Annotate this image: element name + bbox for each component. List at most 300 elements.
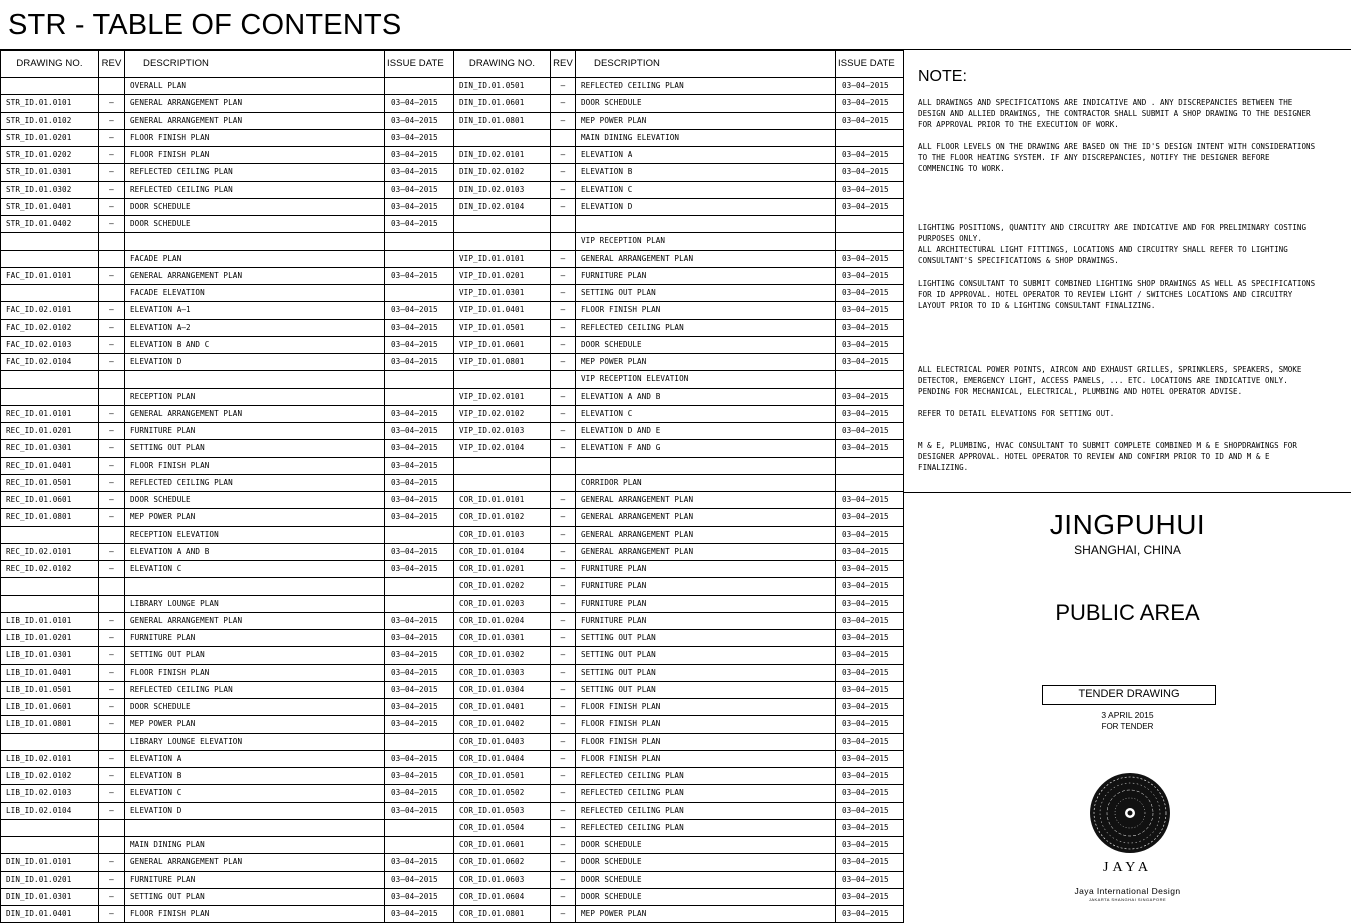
area-title: PUBLIC AREA [1055, 600, 1200, 625]
table-row [1, 750, 454, 767]
revision-cell [551, 371, 576, 388]
drawing-number-cell: REC_ID.01.0401 [1, 457, 99, 474]
description-cell: ELEVATION D [576, 198, 836, 215]
revision-cell: – [99, 457, 125, 474]
drawing-number-cell [1, 388, 99, 405]
drawing-number-cell: REC_ID.01.0101 [1, 405, 99, 422]
drawing-number-cell: DIN_ID.01.0601 [454, 95, 551, 112]
revision-cell: – [551, 440, 576, 457]
revision-cell: – [99, 129, 125, 146]
issue-date-cell: 03–04–2015 [385, 457, 454, 474]
revision-cell [99, 78, 125, 95]
description-cell: DOOR SCHEDULE [576, 336, 836, 353]
description-cell: ELEVATION C [125, 785, 385, 802]
description-cell: REFLECTED CEILING PLAN [125, 181, 385, 198]
drawing-number-cell: COR_ID.01.0503 [454, 802, 551, 819]
drawing-number-cell [1, 371, 99, 388]
issue-date-cell [385, 78, 454, 95]
issue-date-cell: 03–04–2015 [385, 561, 454, 578]
drawing-number-cell: COR_ID.01.0203 [454, 595, 551, 612]
drawing-number-cell: VIP_ID.01.0101 [454, 250, 551, 267]
issue-date-cell: 03–04–2015 [385, 543, 454, 560]
revision-cell: – [99, 716, 125, 733]
table-row [1, 440, 454, 457]
header-description: DESCRIPTION [576, 51, 836, 78]
drawing-number-cell: STR_ID.01.0402 [1, 216, 99, 233]
description-cell: REFLECTED CEILING PLAN [125, 164, 385, 181]
revision-cell: – [99, 785, 125, 802]
drawing-number-cell: DIN_ID.01.0501 [454, 78, 551, 95]
table-row [1, 733, 454, 750]
drawing-number-cell: STR_ID.01.0302 [1, 181, 99, 198]
description-cell: RECEPTION ELEVATION [125, 526, 385, 543]
drawing-number-cell [1, 285, 99, 302]
description-cell: MEP POWER PLAN [125, 509, 385, 526]
header-issue-date: ISSUE DATE [385, 51, 454, 78]
issue-date-cell: 03–04–2015 [836, 354, 904, 371]
table-row [1, 664, 454, 681]
drawing-number-cell: LIB_ID.01.0601 [1, 699, 99, 716]
table-row [454, 699, 904, 716]
description-cell: GENERAL ARRANGEMENT PLAN [576, 250, 836, 267]
drawing-number-cell: DIN_ID.02.0101 [454, 147, 551, 164]
revision-cell: – [551, 492, 576, 509]
note-item: LIGHTING CONSULTANT TO SUBMIT COMBINED LIGHTING SHOP DRAWINGS AS WELL AS SPECIFICATIONS FOR ID APPROVAL. HOTEL OPERATOR TO REVIEW LIGHT / SWITCHES LOCATIONS AND CIRCUITRY LAYOUT PRIOR TO ID & LIGHTING CONSULTANT FINALIZING. [918, 279, 1316, 310]
table-row [454, 492, 904, 509]
title-block-panel [903, 50, 1351, 923]
table-row [1, 371, 454, 388]
header-description: DESCRIPTION [125, 51, 385, 78]
drawing-number-cell: LIB_ID.01.0401 [1, 664, 99, 681]
issue-date-cell: 03–04–2015 [385, 888, 454, 905]
description-cell: ELEVATION D [125, 354, 385, 371]
revision-cell: – [551, 405, 576, 422]
table-row [454, 423, 904, 440]
table-row [454, 906, 904, 923]
issue-date-cell: 03–04–2015 [385, 95, 454, 112]
drawing-number-cell: FAC_ID.02.0104 [1, 354, 99, 371]
description-cell: MAIN DINING ELEVATION [576, 129, 836, 146]
revision-cell: – [551, 250, 576, 267]
drawing-number-cell: COR_ID.01.0801 [454, 906, 551, 923]
description-cell: FURNITURE PLAN [125, 423, 385, 440]
table-row [454, 578, 904, 595]
drawing-number-cell [454, 474, 551, 491]
issue-date-cell: 03–04–2015 [385, 474, 454, 491]
revision-cell: – [99, 474, 125, 491]
drawing-number-cell [454, 129, 551, 146]
drawing-number-cell: VIP_ID.01.0201 [454, 267, 551, 284]
drawing-number-cell: FAC_ID.02.0101 [1, 302, 99, 319]
description-cell: FLOOR FINISH PLAN [576, 750, 836, 767]
table-row [454, 233, 904, 250]
revision-cell [99, 285, 125, 302]
note-item: LIGHTING POSITIONS, QUANTITY AND CIRCUITRY ARE INDICATIVE AND FOR PRELIMINARY COSTING PURPOSES ONLY. [918, 223, 1307, 243]
description-cell [576, 216, 836, 233]
description-cell: ELEVATION C [125, 561, 385, 578]
issue-date-cell [836, 371, 904, 388]
table-row [1, 423, 454, 440]
description-cell: FLOOR FINISH PLAN [576, 699, 836, 716]
table-row [454, 112, 904, 129]
description-cell: FACADE ELEVATION [125, 285, 385, 302]
issue-date-cell: 03–04–2015 [385, 164, 454, 181]
issue-date-cell [836, 233, 904, 250]
table-row [1, 354, 454, 371]
issue-date-cell [836, 474, 904, 491]
description-cell: DOOR SCHEDULE [576, 854, 836, 871]
revision-cell: – [551, 595, 576, 612]
drawing-number-cell: VIP_ID.02.0102 [454, 405, 551, 422]
issue-date-cell [385, 819, 454, 836]
drawing-number-cell: DIN_ID.01.0101 [1, 854, 99, 871]
table-row [454, 198, 904, 215]
drawing-number-cell: STR_ID.01.0201 [1, 129, 99, 146]
description-cell: MEP POWER PLAN [576, 354, 836, 371]
revision-cell: – [551, 388, 576, 405]
issue-date-cell: 03–04–2015 [385, 664, 454, 681]
description-cell: DOOR SCHEDULE [125, 492, 385, 509]
description-cell: LIBRARY LOUNGE PLAN [125, 595, 385, 612]
table-row [1, 250, 454, 267]
company-offices: JAKARTA SHANGHAI SINGAPORE [1088, 897, 1167, 902]
description-cell: CORRIDOR PLAN [576, 474, 836, 491]
revision-cell: – [99, 198, 125, 215]
description-cell: DOOR SCHEDULE [125, 198, 385, 215]
drawing-number-cell: COR_ID.01.0201 [454, 561, 551, 578]
revision-cell: – [551, 147, 576, 164]
revision-cell: – [99, 95, 125, 112]
table-row [1, 198, 454, 215]
issue-date-cell: 03–04–2015 [836, 888, 904, 905]
revision-cell: – [551, 716, 576, 733]
description-cell: VIP RECEPTION PLAN [576, 233, 836, 250]
issue-date-label: 3 APRIL 2015 [1101, 710, 1154, 720]
drawing-number-cell: COR_ID.01.0202 [454, 578, 551, 595]
revision-cell: – [551, 302, 576, 319]
revision-cell: – [551, 578, 576, 595]
drawing-stage-box: TENDER DRAWING [1042, 685, 1216, 705]
table-row [1, 319, 454, 336]
table-row [454, 302, 904, 319]
drawing-number-cell: VIP_ID.02.0103 [454, 423, 551, 440]
table-row [1, 543, 454, 560]
drawing-number-cell: COR_ID.01.0504 [454, 819, 551, 836]
description-cell: FLOOR FINISH PLAN [576, 302, 836, 319]
revision-cell: – [551, 543, 576, 560]
description-cell: GENERAL ARRANGEMENT PLAN [576, 543, 836, 560]
drawing-number-cell: REC_ID.02.0101 [1, 543, 99, 560]
issue-date-cell [836, 129, 904, 146]
drawing-number-cell: COR_ID.01.0502 [454, 785, 551, 802]
table-row [454, 129, 904, 146]
drawing-number-cell: LIB_ID.02.0101 [1, 750, 99, 767]
revision-cell [99, 250, 125, 267]
issue-date-cell: 03–04–2015 [385, 785, 454, 802]
issue-date-cell: 03–04–2015 [385, 216, 454, 233]
revision-cell: – [99, 405, 125, 422]
drawing-number-cell: DIN_ID.01.0201 [1, 871, 99, 888]
table-row [1, 388, 454, 405]
drawing-number-cell [1, 578, 99, 595]
table-row [1, 492, 454, 509]
company-logo-icon [1087, 770, 1173, 856]
header-issue-date: ISSUE DATE [836, 51, 904, 78]
table-row [1, 267, 454, 284]
issue-date-cell [385, 578, 454, 595]
revision-cell [99, 526, 125, 543]
table-row [1, 837, 454, 854]
description-cell: GENERAL ARRANGEMENT PLAN [125, 854, 385, 871]
description-cell: DOOR SCHEDULE [576, 888, 836, 905]
drawing-number-cell: STR_ID.01.0401 [1, 198, 99, 215]
table-row [1, 871, 454, 888]
drawing-number-cell: DIN_ID.01.0301 [1, 888, 99, 905]
description-cell: REFLECTED CEILING PLAN [576, 785, 836, 802]
table-row [454, 216, 904, 233]
description-cell: FLOOR FINISH PLAN [125, 457, 385, 474]
revision-cell: – [551, 630, 576, 647]
table-row [1, 285, 454, 302]
issue-date-cell [385, 233, 454, 250]
issue-date-cell: 03–04–2015 [836, 250, 904, 267]
project-name: JINGPUHUI [1049, 509, 1206, 540]
description-cell: ELEVATION B AND C [125, 336, 385, 353]
table-row [1, 233, 454, 250]
description-cell: SETTING OUT PLAN [576, 647, 836, 664]
drawing-number-cell: REC_ID.01.0201 [1, 423, 99, 440]
title-bar [0, 0, 1351, 50]
revision-cell: – [551, 733, 576, 750]
revision-cell [551, 216, 576, 233]
issue-date-cell: 03–04–2015 [385, 630, 454, 647]
issue-date-cell: 03–04–2015 [836, 561, 904, 578]
description-cell: DOOR SCHEDULE [576, 837, 836, 854]
table-row [454, 526, 904, 543]
issue-date-cell: 03–04–2015 [385, 302, 454, 319]
issue-date-cell: 03–04–2015 [836, 854, 904, 871]
revision-cell: – [99, 336, 125, 353]
issue-date-cell: 03–04–2015 [836, 612, 904, 629]
note-item: REFER TO DETAIL ELEVATIONS FOR SETTING OUT. [918, 409, 1115, 418]
note-item: ALL FLOOR LEVELS ON THE DRAWING ARE BASED ON THE ID'S DESIGN INTENT WITH CONSIDERATIONS TO THE FLOOR HEATING SYSTEM. IF ANY DISCREPANCIES, NOTIFY THE DESIGNER BEFORE COMMENCING TO WORK. [918, 142, 1316, 173]
issue-date-cell: 03–04–2015 [836, 802, 904, 819]
revision-cell: – [551, 837, 576, 854]
issue-date-cell: 03–04–2015 [385, 854, 454, 871]
table-row [454, 267, 904, 284]
table-row [1, 561, 454, 578]
table-row [1, 302, 454, 319]
note-item: ALL ARCHITECTURAL LIGHT FITTINGS, LOCATIONS AND CIRCUITRY SHALL REFER TO LIGHTING CONSULTANT'S SPECIFICATIONS & SHOP DRAWINGS. [918, 245, 1288, 265]
revision-cell: – [99, 216, 125, 233]
issue-date-cell: 03–04–2015 [836, 716, 904, 733]
description-cell: MEP POWER PLAN [576, 906, 836, 923]
revision-cell: – [551, 906, 576, 923]
issue-date-cell: 03–04–2015 [385, 492, 454, 509]
description-cell: VIP RECEPTION ELEVATION [576, 371, 836, 388]
description-cell: ELEVATION A [125, 750, 385, 767]
table-row [454, 147, 904, 164]
notes-heading: NOTE: [918, 68, 967, 85]
revision-cell: – [99, 561, 125, 578]
drawing-number-cell: FAC_ID.02.0102 [1, 319, 99, 336]
drawing-number-cell: FAC_ID.01.0101 [1, 267, 99, 284]
drawing-number-cell: VIP_ID.01.0301 [454, 285, 551, 302]
description-cell [576, 457, 836, 474]
drawing-number-cell [1, 233, 99, 250]
description-cell: FURNITURE PLAN [125, 630, 385, 647]
description-cell: GENERAL ARRANGEMENT PLAN [125, 612, 385, 629]
header-drawing-no: DRAWING NO. [454, 51, 551, 78]
drawing-number-cell: COR_ID.01.0103 [454, 526, 551, 543]
description-cell [125, 819, 385, 836]
revision-cell: – [99, 543, 125, 560]
table-row [454, 336, 904, 353]
description-cell: DOOR SCHEDULE [576, 871, 836, 888]
issue-date-cell: 03–04–2015 [836, 267, 904, 284]
description-cell [125, 233, 385, 250]
drawing-number-cell: COR_ID.01.0301 [454, 630, 551, 647]
issue-date-cell [385, 371, 454, 388]
table-row [454, 285, 904, 302]
revision-cell: – [99, 630, 125, 647]
revision-cell: – [551, 888, 576, 905]
description-cell: SETTING OUT PLAN [576, 285, 836, 302]
table-row [454, 768, 904, 785]
description-cell: FURNITURE PLAN [576, 595, 836, 612]
table-row [1, 819, 454, 836]
description-cell: REFLECTED CEILING PLAN [576, 319, 836, 336]
table-row [454, 440, 904, 457]
revision-cell: – [551, 785, 576, 802]
drawing-number-cell: REC_ID.01.0601 [1, 492, 99, 509]
table-row [1, 78, 454, 95]
drawing-number-cell [454, 216, 551, 233]
revision-cell: – [551, 285, 576, 302]
description-cell: SETTING OUT PLAN [576, 681, 836, 698]
drawing-number-cell: COR_ID.01.0403 [454, 733, 551, 750]
description-cell: RECEPTION PLAN [125, 388, 385, 405]
revision-cell [99, 578, 125, 595]
description-cell: ELEVATION B [125, 768, 385, 785]
revision-cell: – [99, 164, 125, 181]
drawing-number-cell: COR_ID.01.0404 [454, 750, 551, 767]
issue-date-cell: 03–04–2015 [836, 492, 904, 509]
description-cell [125, 578, 385, 595]
revision-cell: – [99, 147, 125, 164]
table-row [1, 802, 454, 819]
revision-cell: – [551, 198, 576, 215]
notes-box [904, 50, 1351, 493]
description-cell: MEP POWER PLAN [125, 716, 385, 733]
drawing-number-cell: REC_ID.01.0801 [1, 509, 99, 526]
revision-cell [99, 837, 125, 854]
description-cell: SETTING OUT PLAN [576, 630, 836, 647]
revision-cell: – [99, 319, 125, 336]
issue-date-cell: 03–04–2015 [836, 578, 904, 595]
revision-cell [99, 819, 125, 836]
issue-purpose-label: FOR TENDER [1101, 722, 1154, 731]
revision-cell [551, 457, 576, 474]
table-header-row [454, 51, 904, 78]
drawing-number-cell [1, 819, 99, 836]
revision-cell: – [551, 664, 576, 681]
drawing-number-cell [454, 233, 551, 250]
drawing-number-cell: STR_ID.01.0202 [1, 147, 99, 164]
description-cell: REFLECTED CEILING PLAN [576, 802, 836, 819]
issue-date-cell: 03–04–2015 [385, 906, 454, 923]
drawing-number-cell: STR_ID.01.0102 [1, 112, 99, 129]
revision-cell: – [551, 423, 576, 440]
issue-date-cell: 03–04–2015 [385, 112, 454, 129]
issue-date-cell: 03–04–2015 [836, 302, 904, 319]
table-row [454, 647, 904, 664]
description-cell: REFLECTED CEILING PLAN [576, 819, 836, 836]
issue-date-cell [385, 595, 454, 612]
revision-cell: – [99, 612, 125, 629]
revision-cell: – [551, 112, 576, 129]
issue-date-cell: 03–04–2015 [385, 198, 454, 215]
issue-date-cell: 03–04–2015 [836, 509, 904, 526]
note-item: PENDING FOR MECHANICAL, ELECTRICAL, PLUMBING AND HOTEL OPERATOR ADVISE. [918, 387, 1243, 396]
revision-cell: – [99, 647, 125, 664]
table-row [1, 612, 454, 629]
revision-cell: – [551, 802, 576, 819]
revision-cell: – [551, 336, 576, 353]
issue-date-cell: 03–04–2015 [385, 405, 454, 422]
revision-cell: – [99, 699, 125, 716]
issue-date-cell: 03–04–2015 [385, 699, 454, 716]
issue-date-cell: 03–04–2015 [385, 750, 454, 767]
description-cell: FLOOR FINISH PLAN [125, 664, 385, 681]
revision-cell [99, 388, 125, 405]
description-cell: GENERAL ARRANGEMENT PLAN [576, 492, 836, 509]
table-row [454, 388, 904, 405]
drawing-number-cell: COR_ID.01.0101 [454, 492, 551, 509]
description-cell: FACADE PLAN [125, 250, 385, 267]
drawing-number-cell: DIN_ID.02.0102 [454, 164, 551, 181]
description-cell: DOOR SCHEDULE [576, 95, 836, 112]
issue-date-cell: 03–04–2015 [836, 543, 904, 560]
drawing-number-cell [1, 837, 99, 854]
issue-date-cell: 03–04–2015 [836, 95, 904, 112]
table-header-row [1, 51, 454, 78]
drawing-number-cell: COR_ID.01.0102 [454, 509, 551, 526]
table-row [1, 457, 454, 474]
description-cell: SETTING OUT PLAN [125, 440, 385, 457]
description-cell: FURNITURE PLAN [125, 871, 385, 888]
issue-date-cell: 03–04–2015 [385, 768, 454, 785]
table-row [454, 250, 904, 267]
toc-table-left [0, 50, 454, 923]
revision-cell: – [99, 888, 125, 905]
description-cell: FURNITURE PLAN [576, 578, 836, 595]
issue-date-cell: 03–04–2015 [836, 664, 904, 681]
drawing-number-cell: COR_ID.01.0602 [454, 854, 551, 871]
drawing-number-cell [1, 78, 99, 95]
issue-date-cell: 03–04–2015 [836, 595, 904, 612]
table-row [454, 785, 904, 802]
issue-date-cell: 03–04–2015 [385, 871, 454, 888]
issue-date-cell: 03–04–2015 [836, 423, 904, 440]
table-row [1, 509, 454, 526]
table-row [1, 112, 454, 129]
issue-date-cell: 03–04–2015 [836, 871, 904, 888]
table-row [1, 854, 454, 871]
note-item: M & E, PLUMBING, HVAC CONSULTANT TO SUBMIT COMPLETE COMBINED M & E SHOPDRAWINGS FOR DESIGNER APPROVAL. HOTEL OPERATOR TO REVIEW AND CONFIRM PRIOR TO ID AND M & E FINALIZING. [918, 441, 1297, 472]
issue-date-cell [836, 457, 904, 474]
table-row [1, 129, 454, 146]
